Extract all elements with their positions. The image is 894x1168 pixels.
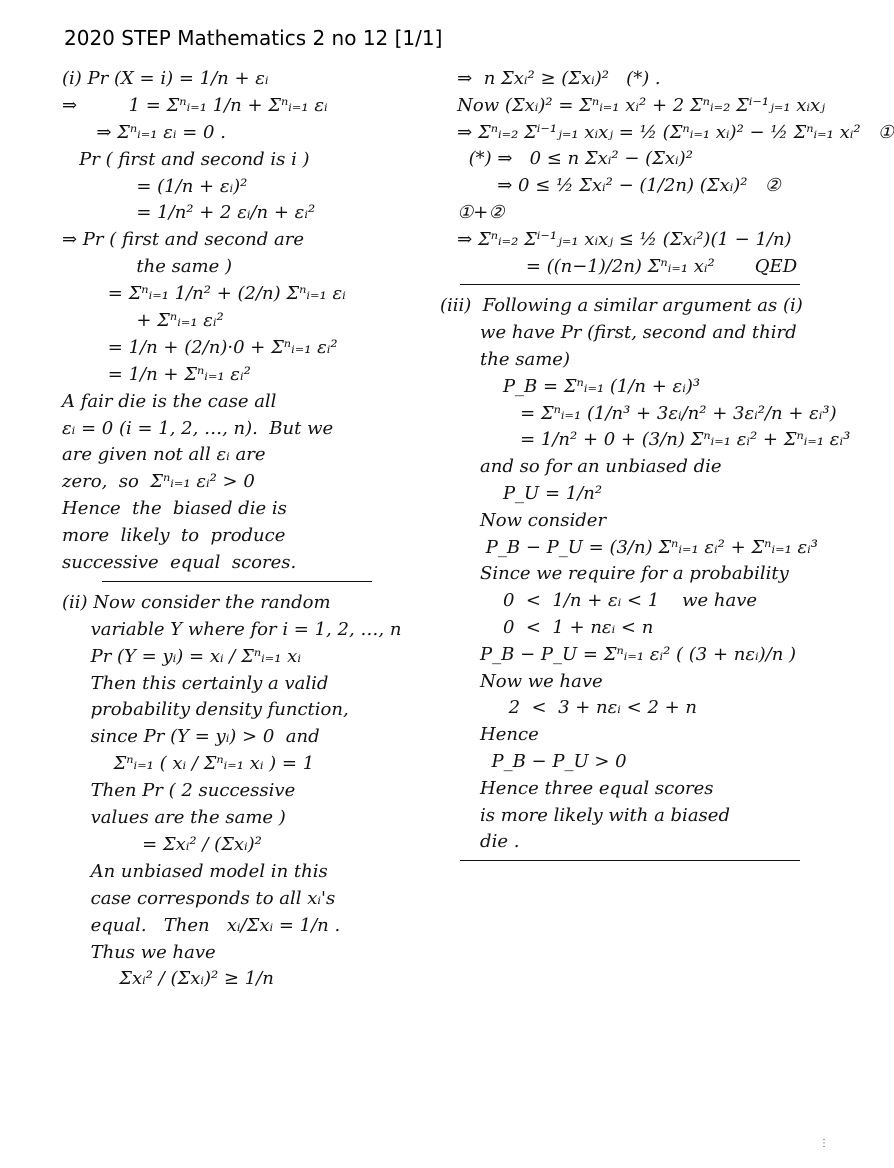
page-title: 2020 STEP Mathematics 2 no 12 [1/1] [64,26,443,50]
solution-line: Hence three equal scores [440,777,714,799]
solution-line: P_U = 1/n² [440,482,603,504]
scan-mark: ⋮ [819,1138,829,1149]
left-column [62,66,402,993]
solution-line: P_B = Σⁿᵢ₌₁ (1/n + εᵢ)³ [440,375,701,397]
solution-line: = 1/n² + 2 εᵢ/n + εᵢ² [62,202,316,224]
part-ii-divider [460,284,800,285]
solution-line: Hence [440,724,539,746]
solution-line: = (1/n + εᵢ)² [62,175,248,197]
solution-line: = 1/n² + 0 + (3/n) Σⁿᵢ₌₁ εᵢ² + Σⁿᵢ₌₁ εᵢ³ [440,429,851,451]
solution-line: successive equal scores. [62,552,297,574]
solution-line: ⇒ 1 = Σⁿᵢ₌₁ 1/n + Σⁿᵢ₌₁ εᵢ [62,94,328,116]
solution-line: Since we require for a probability [440,563,789,585]
solution-line: (i) Pr (X = i) = 1/n + εᵢ [62,68,269,89]
part-i-divider [102,581,372,582]
solution-line: (ii) Now consider the random [62,591,331,613]
solution-line: the same) [440,348,570,370]
solution-line: more likely to produce [62,525,286,547]
solution-line: die . [440,831,520,853]
solution-line: = Σⁿᵢ₌₁ (1/n³ + 3εᵢ/n² + 3εᵢ²/n + εᵢ³) [440,402,837,424]
solution-line: is more likely with a biased [440,804,730,826]
solution-line: ⇒ Σⁿᵢ₌₂ Σⁱ⁻¹ⱼ₌₁ xᵢxⱼ = ½ (Σⁿᵢ₌₁ xᵢ)² − ½ Σⁿᵢ₌₁ xᵢ² ① [440,121,894,143]
solution-line: ⇒ Σⁿᵢ₌₁ εᵢ = 0 . [62,121,226,143]
solution-line: Now we have [440,670,603,692]
solution-line: zero, so Σⁿᵢ₌₁ εᵢ² > 0 [62,471,255,493]
solution-line: = 1/n + (2/n)·0 + Σⁿᵢ₌₁ εᵢ² [62,336,338,358]
solution-line: εᵢ = 0 (i = 1, 2, …, n). But we [62,417,334,439]
solution-line: Then Pr ( 2 successive [62,780,296,802]
solution-line: 2 < 3 + nεᵢ < 2 + n [440,697,698,719]
solution-line: (iii) Following a similar argument as (i) [440,295,803,317]
solution-line: Now consider [440,509,607,531]
solution-line: 0 < 1 + nεᵢ < n [440,616,654,638]
solution-line: = Σxᵢ² / (Σxᵢ)² [62,833,262,855]
solution-line: Then this certainly a valid [62,672,329,694]
right-column [440,66,894,869]
solution-line: equal. Then xᵢ/Σxᵢ = 1/n . [62,914,341,936]
solution-line: ⇒ 0 ≤ ½ Σxᵢ² − (1/2n) (Σxᵢ)² ② [440,175,781,197]
solution-line: An unbiased model in this [62,860,328,882]
solution-line: Σⁿᵢ₌₁ ( xᵢ / Σⁿᵢ₌₁ xᵢ ) = 1 [62,753,315,775]
part-ii-solution [62,590,402,993]
solution-line: ①+② [440,201,505,223]
solution-line: probability density function, [62,699,349,721]
solution-line: variable Y where for i = 1, 2, …, n [62,618,402,640]
solution-line: = 1/n + Σⁿᵢ₌₁ εᵢ² [62,363,251,385]
solution-line: are given not all εᵢ are [62,444,266,466]
solution-line: A fair die is the case all [62,390,277,412]
solution-line: 0 < 1/n + εᵢ < 1 we have [440,590,758,612]
solution-line: P_B − P_U = (3/n) Σⁿᵢ₌₁ εᵢ² + Σⁿᵢ₌₁ εᵢ³ [440,536,818,558]
solution-line: = ((n−1)/2n) Σⁿᵢ₌₁ xᵢ² QED [440,255,798,277]
solution-line: P_B − P_U = Σⁿᵢ₌₁ εᵢ² ( (3 + nεᵢ)/n ) [440,643,797,665]
solution-line: ⇒ n Σxᵢ² ≥ (Σxᵢ)² (*) . [440,68,661,89]
solution-line: Thus we have [62,941,216,963]
solution-line: case corresponds to all xᵢ's [62,887,336,909]
solution-line: the same ) [62,256,233,278]
solution-line: Pr ( first and second is i ) [62,148,310,170]
part-iii-divider [460,860,800,861]
solution-line: ⇒ Pr ( first and second are [62,229,304,251]
part-ii-continued [440,66,894,280]
solution-line: Σxᵢ² / (Σxᵢ)² ≥ 1/n [62,968,274,990]
solution-line: (*) ⇒ 0 ≤ n Σxᵢ² − (Σxᵢ)² [440,148,693,170]
solution-line: ⇒ Σⁿᵢ₌₂ Σⁱ⁻¹ⱼ₌₁ xᵢxⱼ ≤ ½ (Σxᵢ²)(1 − 1/n) [440,228,792,250]
solution-line: = Σⁿᵢ₌₁ 1/n² + (2/n) Σⁿᵢ₌₁ εᵢ [62,283,346,305]
solution-line: Now (Σxᵢ)² = Σⁿᵢ₌₁ xᵢ² + 2 Σⁿᵢ₌₂ Σⁱ⁻¹ⱼ₌₁ xᵢxⱼ [440,94,825,116]
part-iii-solution [440,293,851,856]
solution-line: Hence the biased die is [62,498,287,520]
solution-line: we have Pr (first, second and third [440,322,797,344]
solution-line: since Pr (Y = yᵢ) > 0 and [62,726,320,748]
solution-line: and so for an unbiased die [440,456,722,478]
solution-line: Pr (Y = yᵢ) = xᵢ / Σⁿᵢ₌₁ xᵢ [62,645,301,667]
solution-line: values are the same ) [62,807,286,829]
solution-line: P_B − P_U > 0 [440,750,627,772]
part-i-solution [62,66,392,577]
solution-line: + Σⁿᵢ₌₁ εᵢ² [62,310,224,332]
